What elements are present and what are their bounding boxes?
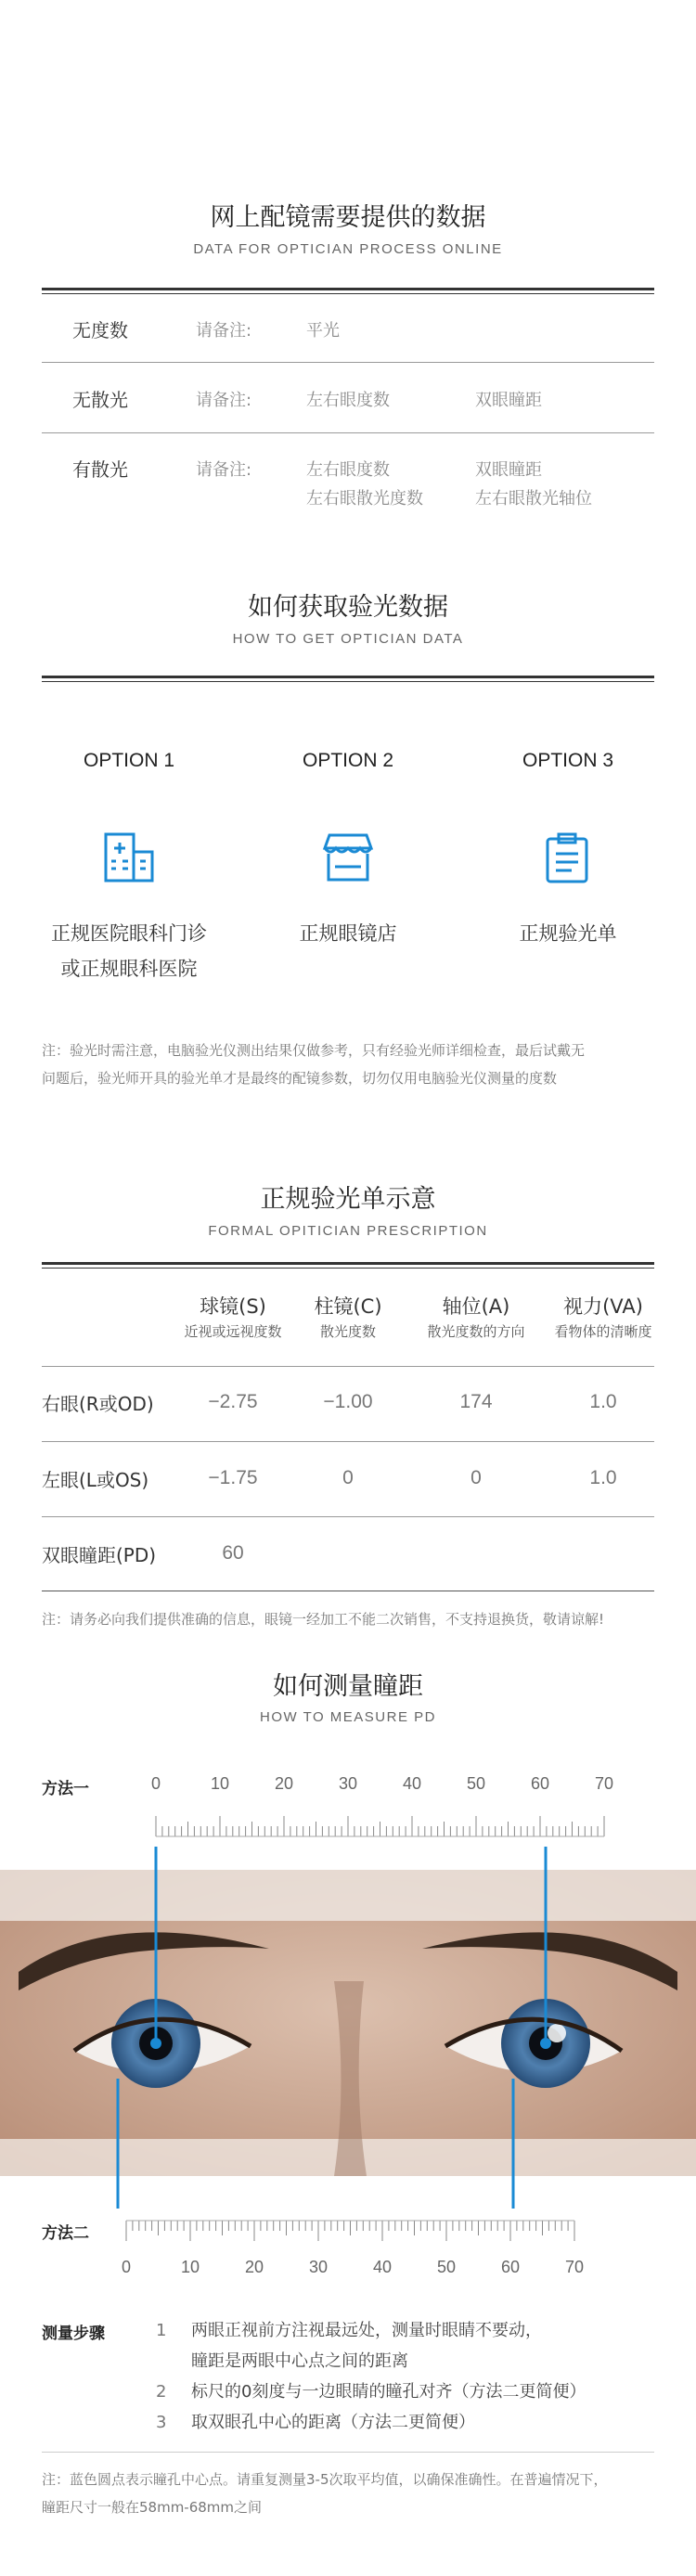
ruler-label: 30 [338, 1774, 358, 1793]
row-note: 请备注: [196, 321, 252, 341]
divider [42, 288, 654, 290]
option-heading: OPTION 3 [522, 750, 614, 771]
row-label: 右眼(R或OD) [42, 1393, 154, 1415]
divider [42, 681, 654, 682]
ruler-top [139, 1772, 622, 1847]
cell: 1.0 [589, 1467, 617, 1488]
divider [42, 1366, 654, 1367]
ruler-bottom [110, 2213, 592, 2287]
ruler-label: 0 [150, 1774, 161, 1793]
row-value: 左右眼散光轴位 [475, 489, 592, 509]
ruler-label: 30 [308, 2258, 329, 2276]
ruler-label: 40 [402, 1774, 422, 1793]
divider [42, 676, 654, 678]
header-acuity: 视力(VA) [563, 1295, 643, 1318]
step-line: 两眼正视前方注视最远处，测量时眼睛不要动， [191, 2321, 542, 2340]
cell: 1.0 [589, 1391, 617, 1412]
cell: 174 [459, 1391, 493, 1412]
ruler-label: 10 [180, 2258, 200, 2276]
section3-title: 正规验光单示意 [260, 1185, 436, 1214]
header-sub: 看物体的清晰度 [554, 1323, 652, 1340]
section3-subtitle: FORMAL OPITICIAN PRESCRIPTION [208, 1223, 488, 1239]
divider [42, 1516, 654, 1517]
step-text: 取双眼孔中心的距离（方法二更简便） [191, 2413, 475, 2432]
ruler-label: 50 [466, 1774, 486, 1793]
option-heading: OPTION 2 [302, 750, 394, 771]
steps-label: 测量步骤 [42, 2325, 105, 2343]
ruler-label: 50 [436, 2258, 457, 2276]
ruler-label: 20 [274, 1774, 294, 1793]
header-sub: 散光度数的方向 [427, 1323, 525, 1340]
option-label: 正规验光单 [519, 922, 617, 945]
pd-note [42, 2466, 682, 2521]
cell: 60 [222, 1542, 244, 1564]
cell: 0 [470, 1467, 482, 1488]
step-line: 瞳距是两眼中心点之间的距离 [191, 2351, 408, 2371]
row-note: 请备注: [196, 391, 252, 410]
ruler-bottom-scale [110, 2213, 592, 2287]
ruler-label: 70 [564, 2258, 585, 2276]
header-axis: 轴位(A) [442, 1295, 510, 1318]
divider [42, 1268, 654, 1269]
return-policy-note: 注：请务必向我们提供准确的信息，眼镜一经加工不能二次销售，不支持退换货，敬请谅解! [42, 1611, 605, 1628]
divider [42, 432, 654, 433]
store-icon [322, 831, 374, 887]
step-text: 标尺的0刻度与一边眼睛的瞳孔对齐（方法二更简便） [191, 2382, 586, 2402]
cell: 0 [342, 1467, 354, 1488]
option-label: 正规眼镜店 [299, 922, 397, 945]
note-line: 问题后，验光师开具的验光单才是最终的配镜参数，切勿仅用电脑验光仪测量的度数 [42, 1070, 558, 1087]
row-note: 请备注: [196, 460, 252, 480]
option-label: 正规医院眼科门诊 [51, 922, 207, 945]
row-label: 左眼(L或OS) [42, 1469, 149, 1491]
section2-title: 如何获取验光数据 [248, 593, 448, 622]
divider [42, 293, 654, 294]
step-item [156, 2315, 676, 2376]
row-value: 平光 [306, 321, 340, 341]
row-label: 无散光 [72, 389, 128, 411]
section1-title: 网上配镜需要提供的数据 [210, 203, 486, 232]
header-sphere: 球镜(S) [200, 1295, 266, 1318]
divider [42, 1262, 654, 1265]
step-item [156, 2407, 676, 2438]
header-sub: 近视或远视度数 [184, 1323, 282, 1340]
clipboard-icon [544, 831, 590, 887]
ruler-label: 0 [121, 2258, 132, 2276]
divider [42, 2452, 654, 2453]
section1-subtitle: DATA FOR OPTICIAN PROCESS ONLINE [193, 241, 503, 257]
row-label: 双眼瞳距(PD) [42, 1544, 157, 1566]
ruler-label: 40 [372, 2258, 393, 2276]
note-line: 注：验光时需注意，电脑验光仪测出结果仅做参考，只有经验光师详细检查，最后试戴无 [42, 1042, 586, 1059]
option-label: 或正规眼科医院 [60, 958, 198, 980]
step-number: 1 [156, 2321, 167, 2340]
opticians-note [42, 1037, 659, 1092]
eyes-photo [0, 1870, 696, 2176]
section4-subtitle: HOW TO MEASURE PD [260, 1709, 436, 1725]
divider [42, 362, 654, 363]
cell: −1.00 [323, 1391, 373, 1412]
row-value: 左右眼度数 [306, 391, 390, 410]
row-value: 左右眼度数 [306, 460, 390, 480]
section2-subtitle: HOW TO GET OPTICIAN DATA [232, 631, 464, 647]
step-item [156, 2376, 676, 2407]
row-label: 无度数 [72, 319, 128, 341]
step-number: 3 [156, 2413, 167, 2432]
ruler-label: 70 [594, 1774, 614, 1793]
ruler-top-scale [139, 1772, 622, 1847]
step-text [191, 2315, 542, 2376]
steps-list [156, 2315, 676, 2438]
method2-label: 方法二 [42, 2224, 89, 2243]
note-line: 瞳距尺寸一般在58mm-68mm之间 [42, 2499, 263, 2516]
row-value: 双眼瞳距 [475, 460, 542, 480]
header-sub: 散光度数 [319, 1323, 376, 1340]
ruler-label: 20 [244, 2258, 264, 2276]
method1-label: 方法一 [42, 1780, 89, 1798]
section4-title: 如何测量瞳距 [273, 1672, 423, 1701]
row-value: 双眼瞳距 [475, 391, 542, 410]
step-number: 2 [156, 2382, 167, 2402]
ruler-label: 10 [210, 1774, 230, 1793]
option-heading: OPTION 1 [83, 750, 175, 771]
ruler-label: 60 [530, 1774, 550, 1793]
header-cylinder: 柱镜(C) [314, 1295, 382, 1318]
cell: −1.75 [208, 1467, 258, 1488]
divider [42, 1441, 654, 1442]
cell: −2.75 [208, 1391, 258, 1412]
ruler-label: 60 [500, 2258, 521, 2276]
row-value: 左右眼散光度数 [306, 489, 423, 509]
row-label: 有散光 [72, 458, 128, 481]
hospital-icon [103, 831, 155, 887]
note-line: 注：蓝色圆点表示瞳孔中心点。请重复测量3-5次取平均值，以确保准确性。在普遍情况下， [42, 2471, 608, 2488]
